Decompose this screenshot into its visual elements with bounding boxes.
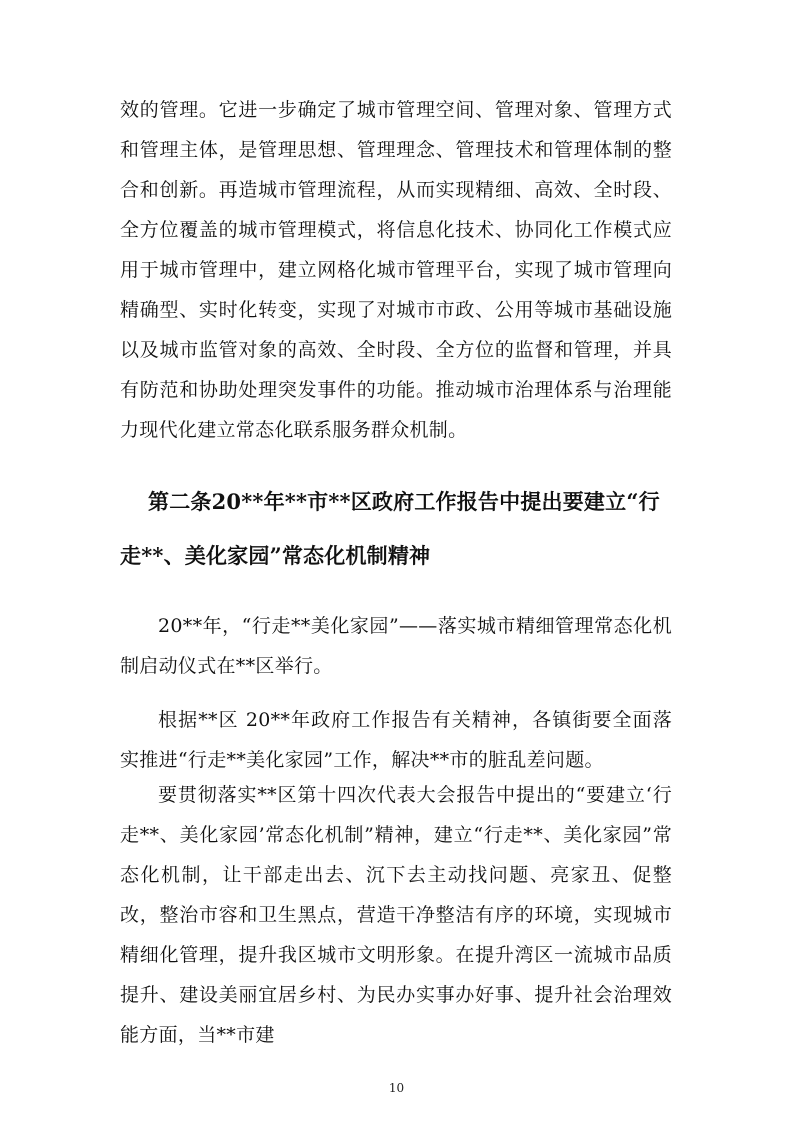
body-paragraph-1: 效的管理。它进一步确定了城市管理空间、管理对象、管理方式和管理主体，是管理思想、管理理念、管理技术和管理体制的整合和创新。再造城市管理流程，从而实现精细、高效、全时段、全方位覆盖的城市管理模式，将信息化技术、协同化工作模式应用于城市管理中，建立网格化城市管理平台，实现了城市管理向精确型、实时化转变，实现了对城市市政、公用等城市基础设施以及城市监管对象的高效、全时段、全方位的监督和管理，并具有防范和协助处理突发事件的功能。推动城市治理体系与治理能力现代化建立常态化联系服务群众机制。 (120, 99, 672, 441)
body-paragraph-4: 要贯彻落实**区第十四次代表大会报告中提出的“要建立‘行走**、美化家园’常态化机制”精神，建立“行走**、美化家园”常态化机制，让干部走出去、沉下去主动找问题、亮家丑、促整改，整治市容和卫生黑点，营造干净整洁有序的环境，实现城市精细化管理，提升我区城市文明形象。在提升湾区一流城市品质提升、建设美丽宜居乡村、为民办实事办好事、提升社会治理效能方面，当**市建 (120, 784, 672, 1046)
section-heading: 第二条20**年**市**区政府工作报告中提出要建立“行走**、美化家园”常态化机制精神 (120, 489, 660, 568)
body-paragraph-3: 根据**区 20**年政府工作报告有关精神，各镇街要全面落实推进“行走**美化家园”工作，解决**市的脏乱差问题。 (120, 709, 672, 771)
page-number: 10 (388, 1081, 405, 1095)
body-paragraph-2: 20**年，“行走**美化家园”——落实城市精细管理常态化机制启动仪式在**区举行。 (120, 615, 672, 677)
